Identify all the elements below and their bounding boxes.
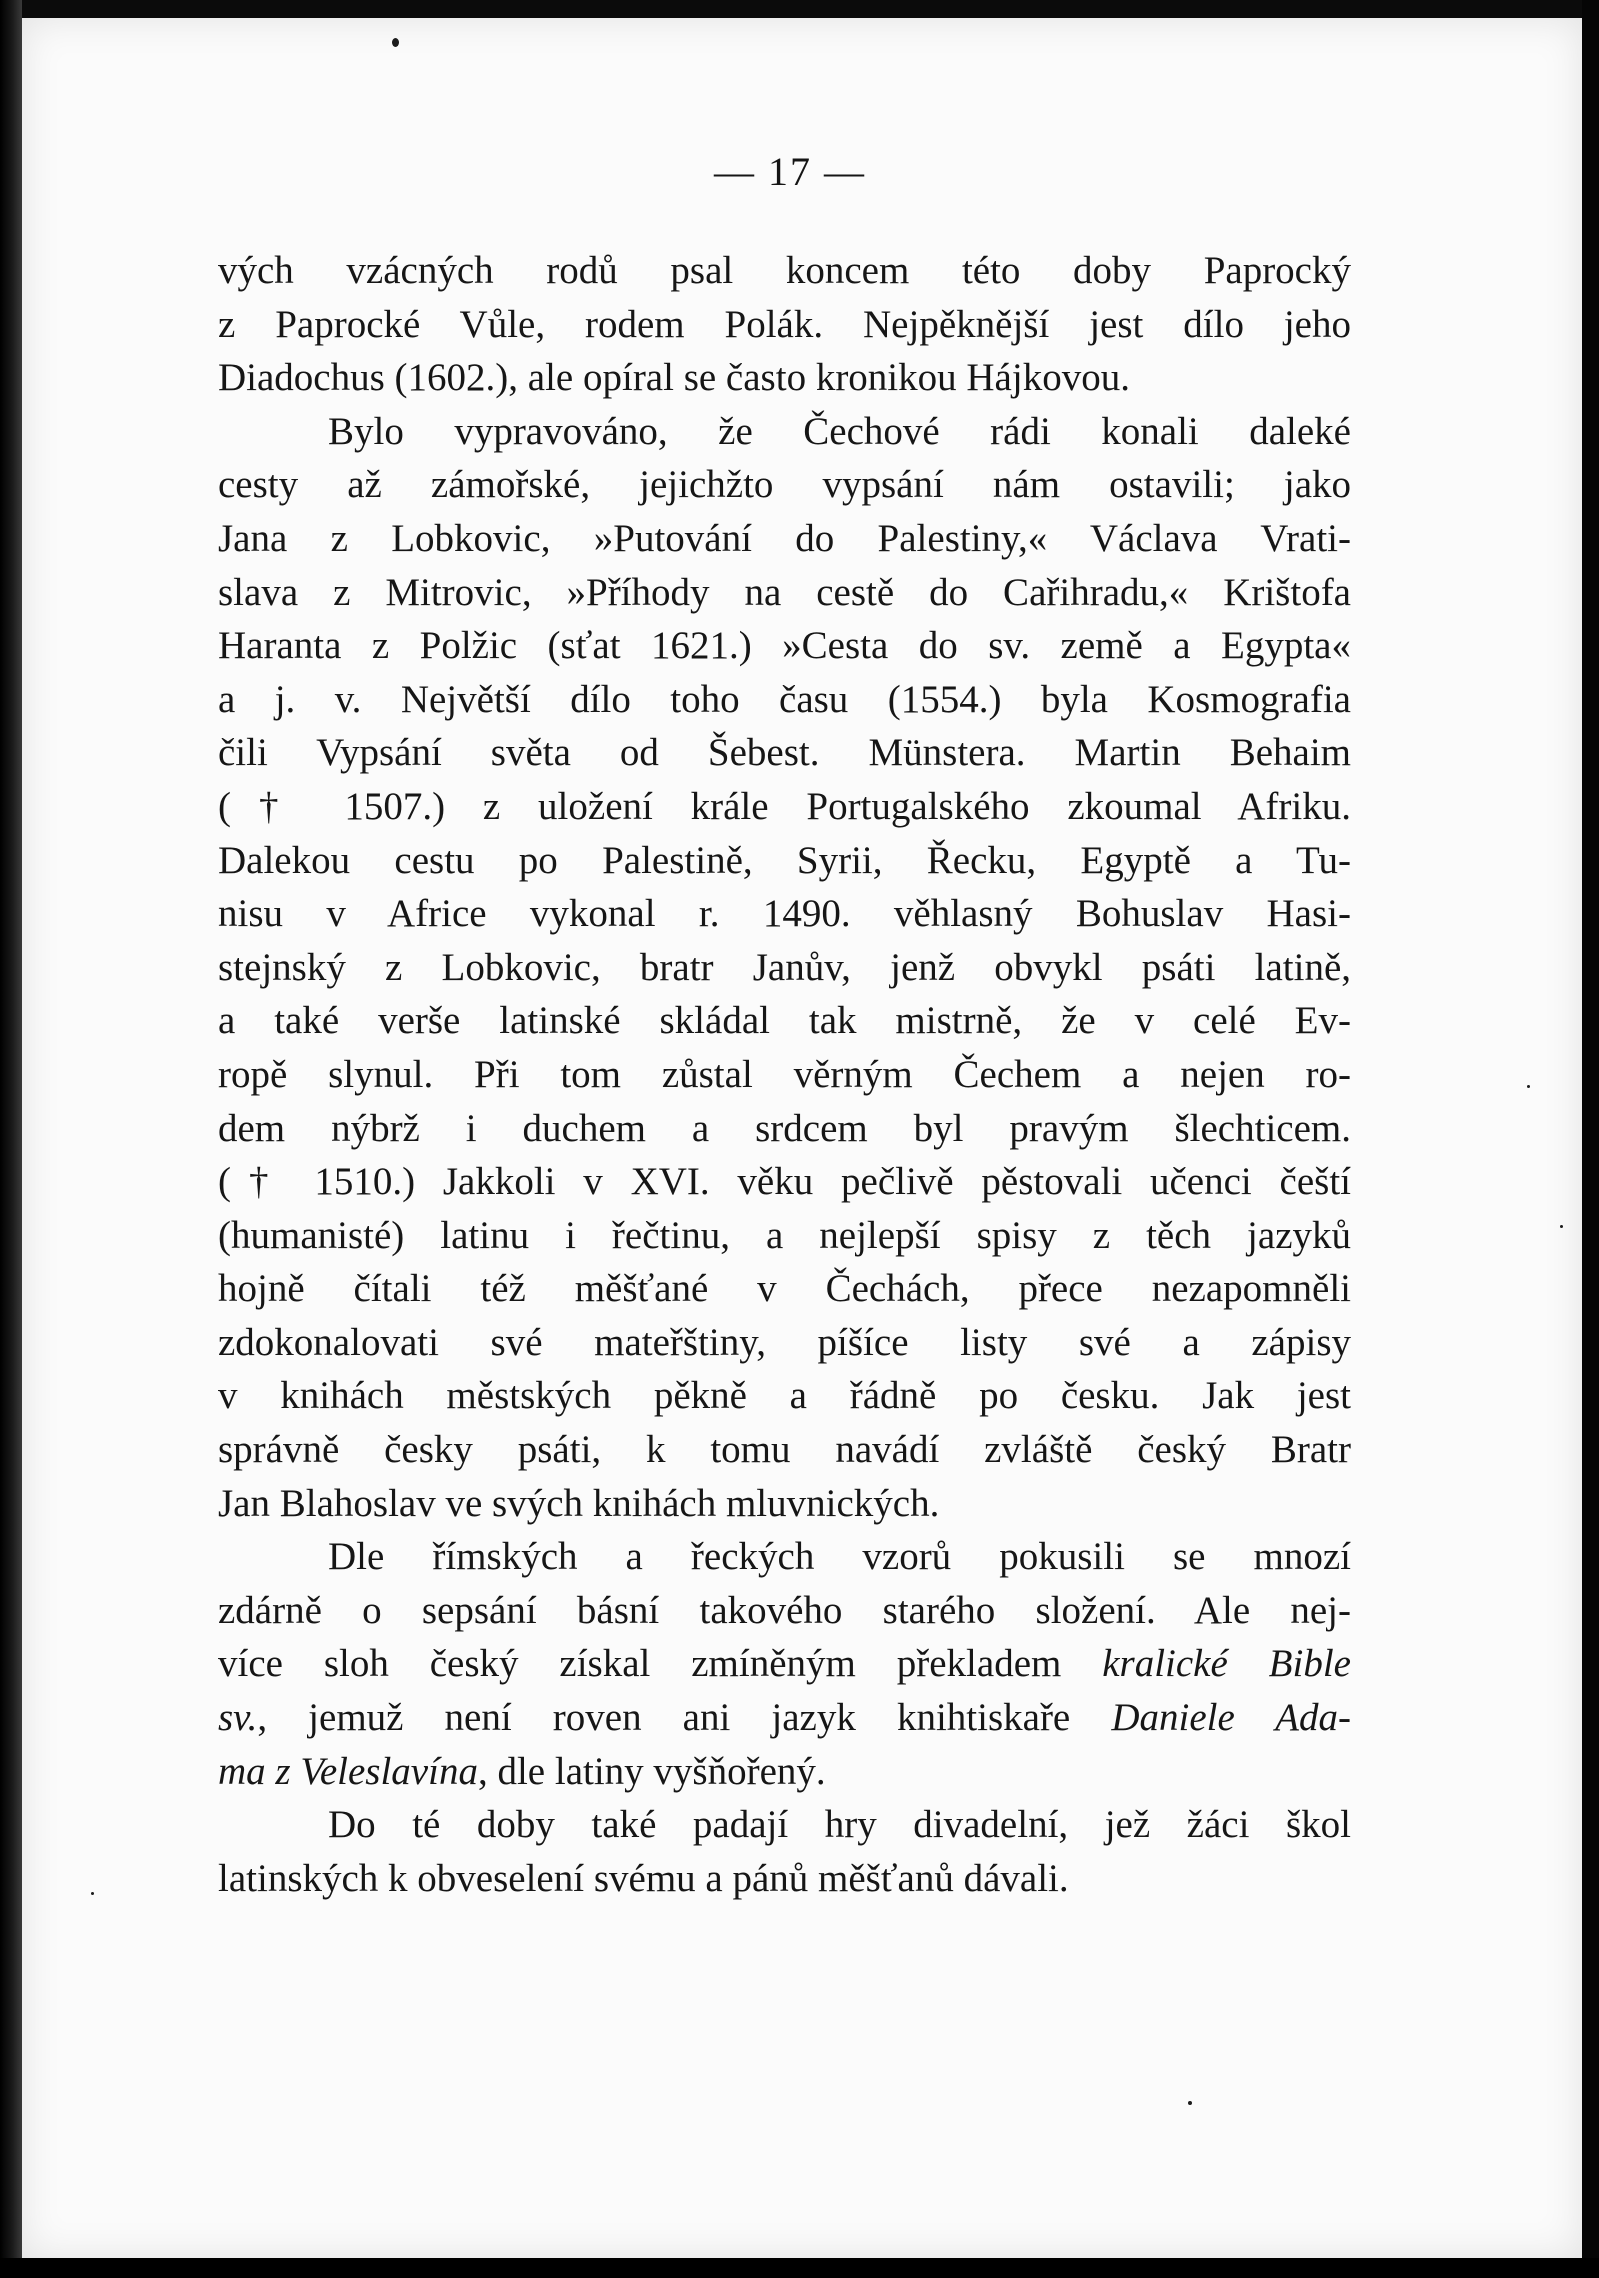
- text-line: [218, 351, 1351, 405]
- text-line: [218, 1691, 1351, 1745]
- text-line: [218, 834, 1351, 888]
- text-line: [218, 619, 1351, 673]
- text-run: cesty až zámořské, jejichžto vypsání nám ostavili; jako: [218, 463, 1351, 507]
- scan-speck: [91, 1892, 94, 1895]
- paragraph: [218, 1798, 1351, 1905]
- text-run: , dle latiny vyšňořený.: [477, 1749, 826, 1793]
- text-run: (humanisté) latinu i řečtinu, a nejlepší spisy z těch jazyků: [218, 1213, 1351, 1257]
- text-run: slava z Mitrovic, »Příhody na cestě do Cařihradu,« Krištofa: [218, 570, 1351, 614]
- text-line: [218, 458, 1351, 512]
- text-line: [218, 887, 1351, 941]
- text-line: [218, 1048, 1351, 1102]
- scan-speck: [1560, 1225, 1563, 1228]
- italic-text-run: kralické Bible: [1102, 1642, 1351, 1686]
- text-run: nisu v Africe vykonal r. 1490. věhlasný Bohuslav Hasi-: [218, 892, 1351, 936]
- text-run: vých vzácných rodů psal koncem této doby Paprocký: [218, 249, 1351, 292]
- text-line: [218, 1530, 1351, 1584]
- text-line: [218, 941, 1351, 995]
- text-line: [218, 673, 1351, 727]
- text-line: [218, 1102, 1351, 1156]
- scan-right-border: [1582, 0, 1599, 2278]
- text-run: Jan Blahoslav ve svých knihách mluvnických.: [218, 1481, 940, 1525]
- text-run: († 1510.) Jakkoli v XVI. věku pečlivě pěstovali učenci čeští: [218, 1160, 1351, 1204]
- text-line: [218, 298, 1351, 352]
- text-run: více sloh český získal zmíněným překladem: [218, 1642, 1103, 1686]
- text-run: správně česky psáti, k tomu navádí zvláště český Bratr: [218, 1428, 1351, 1472]
- text-line: [218, 1155, 1351, 1209]
- text-run: († 1507.) z uložení krále Portugalského zkoumal Afriku.: [218, 784, 1351, 828]
- scan-speck: [1527, 1085, 1530, 1088]
- text-line: [218, 1209, 1351, 1263]
- text-line: [218, 1852, 1351, 1906]
- text-run: zdokonalovati své mateřštiny, píšíce listy své a zápisy: [218, 1320, 1351, 1364]
- text-run: latinských k obveselení svému a pánů měšťanů dávali.: [218, 1856, 1069, 1900]
- text-run: a j. v. Největší dílo toho času (1554.) byla Kosmografia: [218, 677, 1351, 721]
- text-line: [218, 244, 1351, 298]
- text-run: a také verše latinské skládal tak mistrně, že v celé Ev-: [218, 999, 1351, 1043]
- scan-speck: [392, 38, 399, 47]
- text-run: čili Vypsání světa od Šebest. Münstera. Martin Behaim: [218, 731, 1351, 775]
- text-line: [218, 1477, 1351, 1531]
- italic-text-run: ma z Veleslavína: [218, 1749, 478, 1793]
- text-run: ropě slynul. Při tom zůstal věrným Čechem a nejen ro-: [218, 1052, 1351, 1096]
- text-run: Do té doby také padají hry divadelní, jež žáci škol: [328, 1803, 1351, 1847]
- text-line: [218, 1637, 1351, 1691]
- text-run: , jemuž není roven ani jazyk knihtiskaře: [257, 1696, 1112, 1740]
- scan-speck: [1188, 2101, 1192, 2105]
- text-line: [218, 1316, 1351, 1370]
- paragraph: [218, 405, 1351, 1530]
- text-line: [218, 1369, 1351, 1423]
- text-run: z Paprocké Vůle, rodem Polák. Nejpěknější jest dílo jeho: [218, 302, 1351, 346]
- paragraph: [218, 244, 1351, 405]
- text-run: Dalekou cestu po Palestině, Syrii, Řecku, Egyptě a Tu-: [218, 838, 1351, 882]
- scan-left-border: [0, 0, 22, 2278]
- text-line: [218, 1745, 1351, 1799]
- text-line: [218, 405, 1351, 459]
- text-line: [218, 1423, 1351, 1477]
- italic-text-run: sv.: [218, 1696, 258, 1740]
- text-run: Bylo vypravováno, že Čechové rádi konali daleké: [328, 409, 1351, 453]
- text-line: [218, 726, 1351, 780]
- text-run: dem nýbrž i duchem a srdcem byl pravým šlechticem.: [218, 1106, 1351, 1150]
- page-number: — 17 —: [714, 149, 866, 194]
- text-line: [218, 780, 1351, 834]
- text-line: [218, 1798, 1351, 1852]
- text-line: [218, 566, 1351, 620]
- text-run: v knihách městských pěkně a řádně po česku. Jak jest: [218, 1374, 1351, 1418]
- text-line: [218, 1584, 1351, 1638]
- text-line: [218, 1262, 1351, 1316]
- text-run: stejnský z Lobkovic, bratr Janův, jenž obvykl psáti latině,: [218, 945, 1351, 989]
- scan-bottom-border: [0, 2258, 1599, 2278]
- text-run: Haranta z Polžic (sťat 1621.) »Cesta do sv. země a Egypta«: [218, 624, 1351, 668]
- text-line: [218, 512, 1351, 566]
- italic-text-run: Daniele Ada-: [1111, 1696, 1351, 1740]
- text-run: Jana z Lobkovic, »Putování do Palestiny,« Václava Vrati-: [218, 516, 1351, 560]
- paragraph: [218, 1530, 1351, 1798]
- text-run: hojně čítali též měšťané v Čechách, přece nezapomněli: [218, 1267, 1351, 1311]
- text-run: Dle římských a řeckých vzorů pokusili se mnozí: [328, 1535, 1351, 1579]
- text-run: Diadochus (1602.), ale opíral se často kronikou Hájkovou.: [218, 356, 1130, 400]
- body-text: [218, 244, 1351, 1905]
- text-run: zdárně o sepsání básní takového starého složení. Ale nej-: [218, 1588, 1351, 1632]
- text-line: [218, 994, 1351, 1048]
